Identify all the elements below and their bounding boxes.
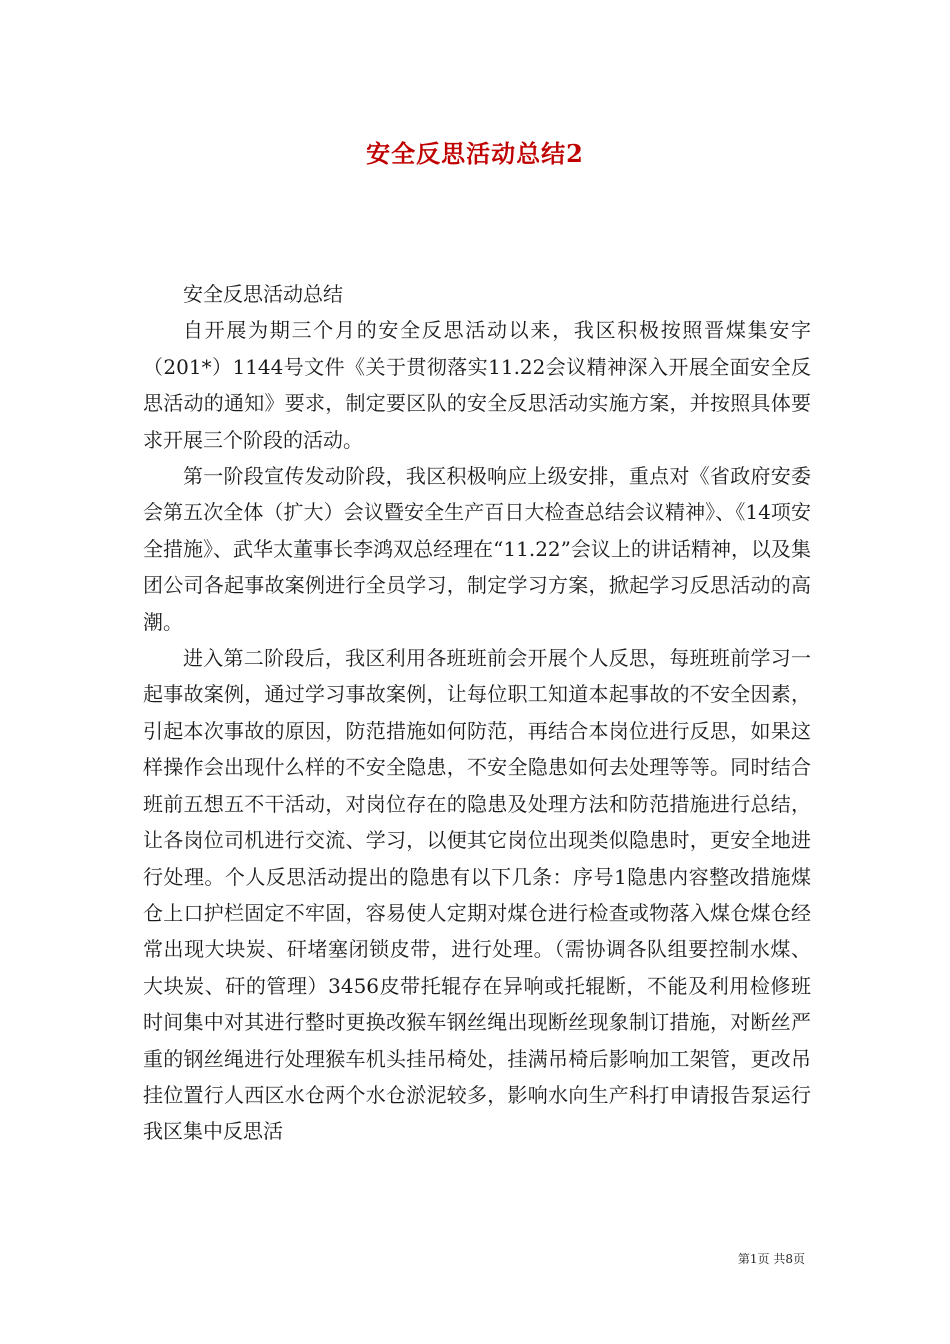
page-number: 第1页 共8页: [737, 1252, 805, 1266]
paragraph-intro: 自开展为期三个月的安全反思活动以来，我区积极按照晋煤集安字（201*）1144号文件《关于贯彻落实11.22会议精神深入开展全面安全反思活动的通知》要求，制定要区队的安全反思活动实施方案，并按照具体要求开展三个阶段的活动。: [143, 318, 811, 452]
paragraph-stage-one: 第一阶段宣传发动阶段，我区积极响应上级安排，重点对《省政府安委会第五次全体（扩大）会议暨安全生产百日大检查总结会议精神》、《14项安全措施》、武华太董事长李鸿双总经理在“11.22”会议上的讲话精神，以及集团公司各起事故案例进行全员学习，制定学习方案，掀起学习反思活动的高潮。: [143, 464, 811, 634]
paragraph-heading: 安全反思活动总结: [183, 282, 343, 306]
paragraph-stage-two: 进入第二阶段后，我区利用各班班前会开展个人反思，每班班前学习一起事故案例，通过学习事故案例，让每位职工知道本起事故的不安全因素，引起本次事故的原因，防范措施如何防范，再结合本岗位进行反思，如果这样操作会出现什么样的不安全隐患，不安全隐患如何去处理等等。同时结合班前五想五不干活动，对岗位存在的隐患及处理方法和防范措施进行总结，让各岗位司机进行交流、学习，以便其它岗位出现类似隐患时，更安全地进行处理。个人反思活动提出的隐患有以下几条：序号1隐患内容整改措施煤仓上口护栏固定不牢固，容易使人定期对煤仓进行检查或物落入煤仓煤仓经常出现大块炭、矸堵塞闭锁皮带，进行处理。（需协调各队组要控制水煤、大块炭、矸的管理）3456皮带托辊存在异响或托辊断，不能及利用检修班时间集中对其进行整时更换改猴车钢丝绳出现断丝现象制订措施，对断丝严重的钢丝绳进行处理猴车机头挂吊椅处，挂满吊椅后影响加工架管，更改吊挂位置行人西区水仓两个水仓淤泥较多，影响水向生产科打申请报告泵运行我区集中反思活: [143, 646, 811, 1144]
document-title: 安全反思活动总结2: [366, 139, 584, 168]
document-body: [143, 276, 811, 1150]
